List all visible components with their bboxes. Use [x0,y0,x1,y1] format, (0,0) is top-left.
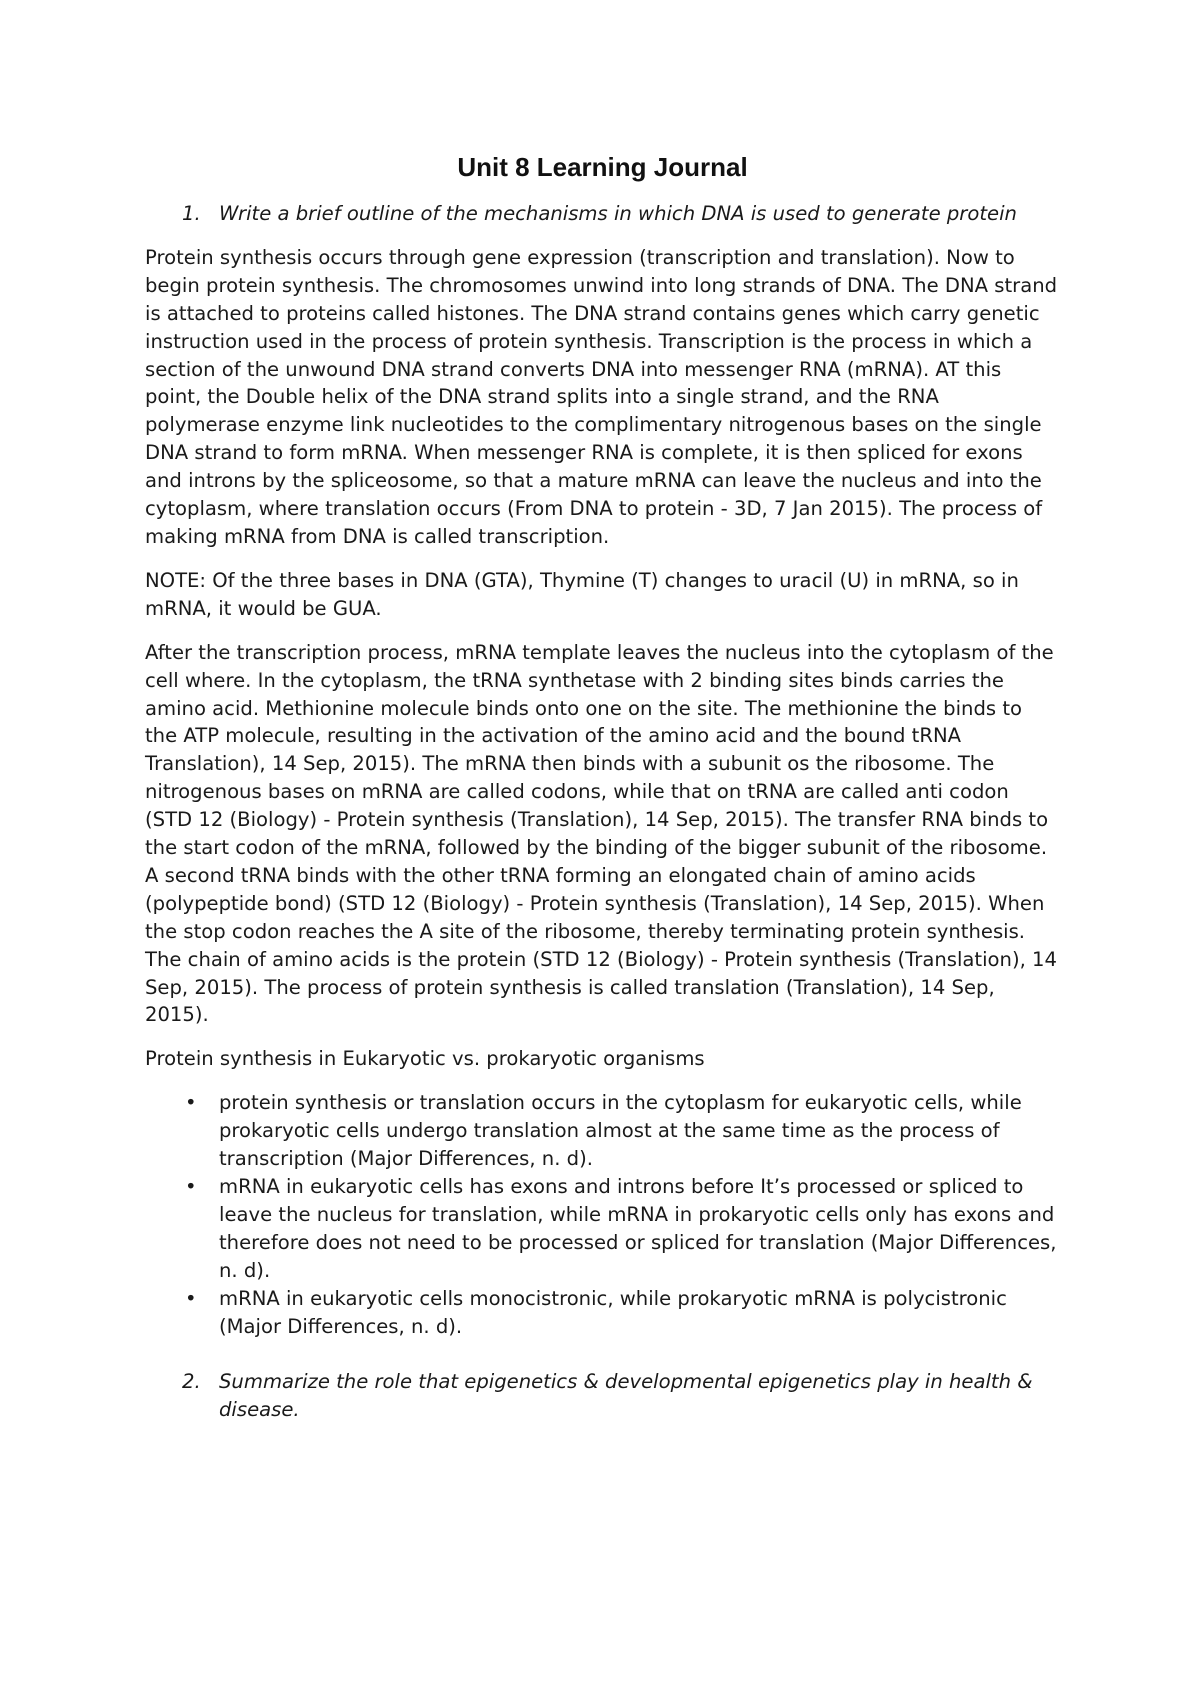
list-item-text: mRNA in eukaryotic cells has exons and introns before It’s processed or spliced to leave the nucleus for translation, while mRNA in prokaryotic cells only has exons and therefore does not need to be processed or spliced for translation (Major Differences, n. d). [219,1175,1057,1282]
bullet-icon: • [185,1286,197,1310]
bullet-icon: • [185,1091,197,1115]
question-1-text: Write a brief outline of the mechanisms in which DNA is used to generate protein [219,202,1017,225]
question-2-text: Summarize the role that epigenetics & developmental epigenetics play in health & disease. [219,1370,1033,1422]
list-item-text: mRNA in eukaryotic cells monocistronic, while prokaryotic mRNA is polycistronic (Major Differences, n. d). [219,1286,1007,1338]
list-item-text: protein synthesis or translation occurs in the cytoplasm for eukaryotic cells, while prokaryotic cells undergo translation almost at the same time as the process of transcription (Major Differences, n. d). [219,1091,1022,1171]
list-item [145,1173,1060,1285]
paragraph-transcription: Protein synthesis occurs through gene expression (transcription and translation). Now to begin protein synthesis. The chromosomes unwind into long strands of DNA. The DNA strand is attached to proteins called histones. The DNA strand contains genes which carry genetic instruction used in the process of protein synthesis. Transcription is the process in which a section of the unwound DNA strand converts DNA into messenger RNA (mRNA). AT this point, the Double helix of the DNA strand splits into a single strand, and the RNA polymerase enzyme link nucleotides to the complimentary nitrogenous bases on the single DNA strand to form mRNA. When messenger RNA is complete, it is then spliced for exons and introns by the spliceosome, so that a mature mRNA can leave the nucleus and into the cytoplasm, where translation occurs (From DNA to protein - 3D, 7 Jan 2015). The process of making mRNA from DNA is called transcription. [145,245,1058,548]
question-2 [145,1368,1060,1424]
question-2-number: 2. [182,1370,201,1394]
question-1-number: 1. [182,202,201,225]
document-title: Unit 8 Learning Journal [457,152,748,182]
comparison-list [145,1089,1060,1340]
bullet-icon: • [185,1175,197,1198]
list-item [145,1285,1060,1341]
list-item [145,1089,1060,1173]
paragraph-translation: After the transcription process, mRNA template leaves the nucleus into the cytoplasm of the cell where. In the cytoplasm, the tRNA synthetase with 2 binding sites binds carries the amino acid. Methionine molecule binds onto one on the site. The methionine the binds to the ATP molecule, resulting in the activation of the amino acid and the bound tRNA Translation), 14 Sep, 2015). The mRNA then binds with a subunit os the ribosome. The nitrogenous bases on mRNA are called codons, while that on tRNA are called anti codon (STD 12 (Biology) - Protein synthesis (Translation), 14 Sep, 2015). The transfer RNA binds to the start codon of the mRNA, followed by the binding of the bigger subunit of the ribosome. A second tRNA binds with the other tRNA forming an elongated chain of amino acids (polypeptide bond) (STD 12 (Biology) - Protein synthesis (Translation), 14 Sep, 2015). When the stop codon reaches the A site of the ribosome, thereby terminating protein synthesis. The chain of amino acids is the protein (STD 12 (Biology) - Protein synthesis (Translation), 14 Sep, 2015). The process of protein synthesis is called translation (Translation), 14 Sep, 2015). [145,640,1057,1027]
document-body [145,200,1060,1440]
paragraph-comparison-heading: Protein synthesis in Eukaryotic vs. prokaryotic organisms [145,1047,705,1071]
question-1 [145,200,1060,228]
paragraph-note: NOTE: Of the three bases in DNA (GTA), Thymine (T) changes to uracil (U) in mRNA, so in mRNA, it would be GUA. [145,568,1019,620]
